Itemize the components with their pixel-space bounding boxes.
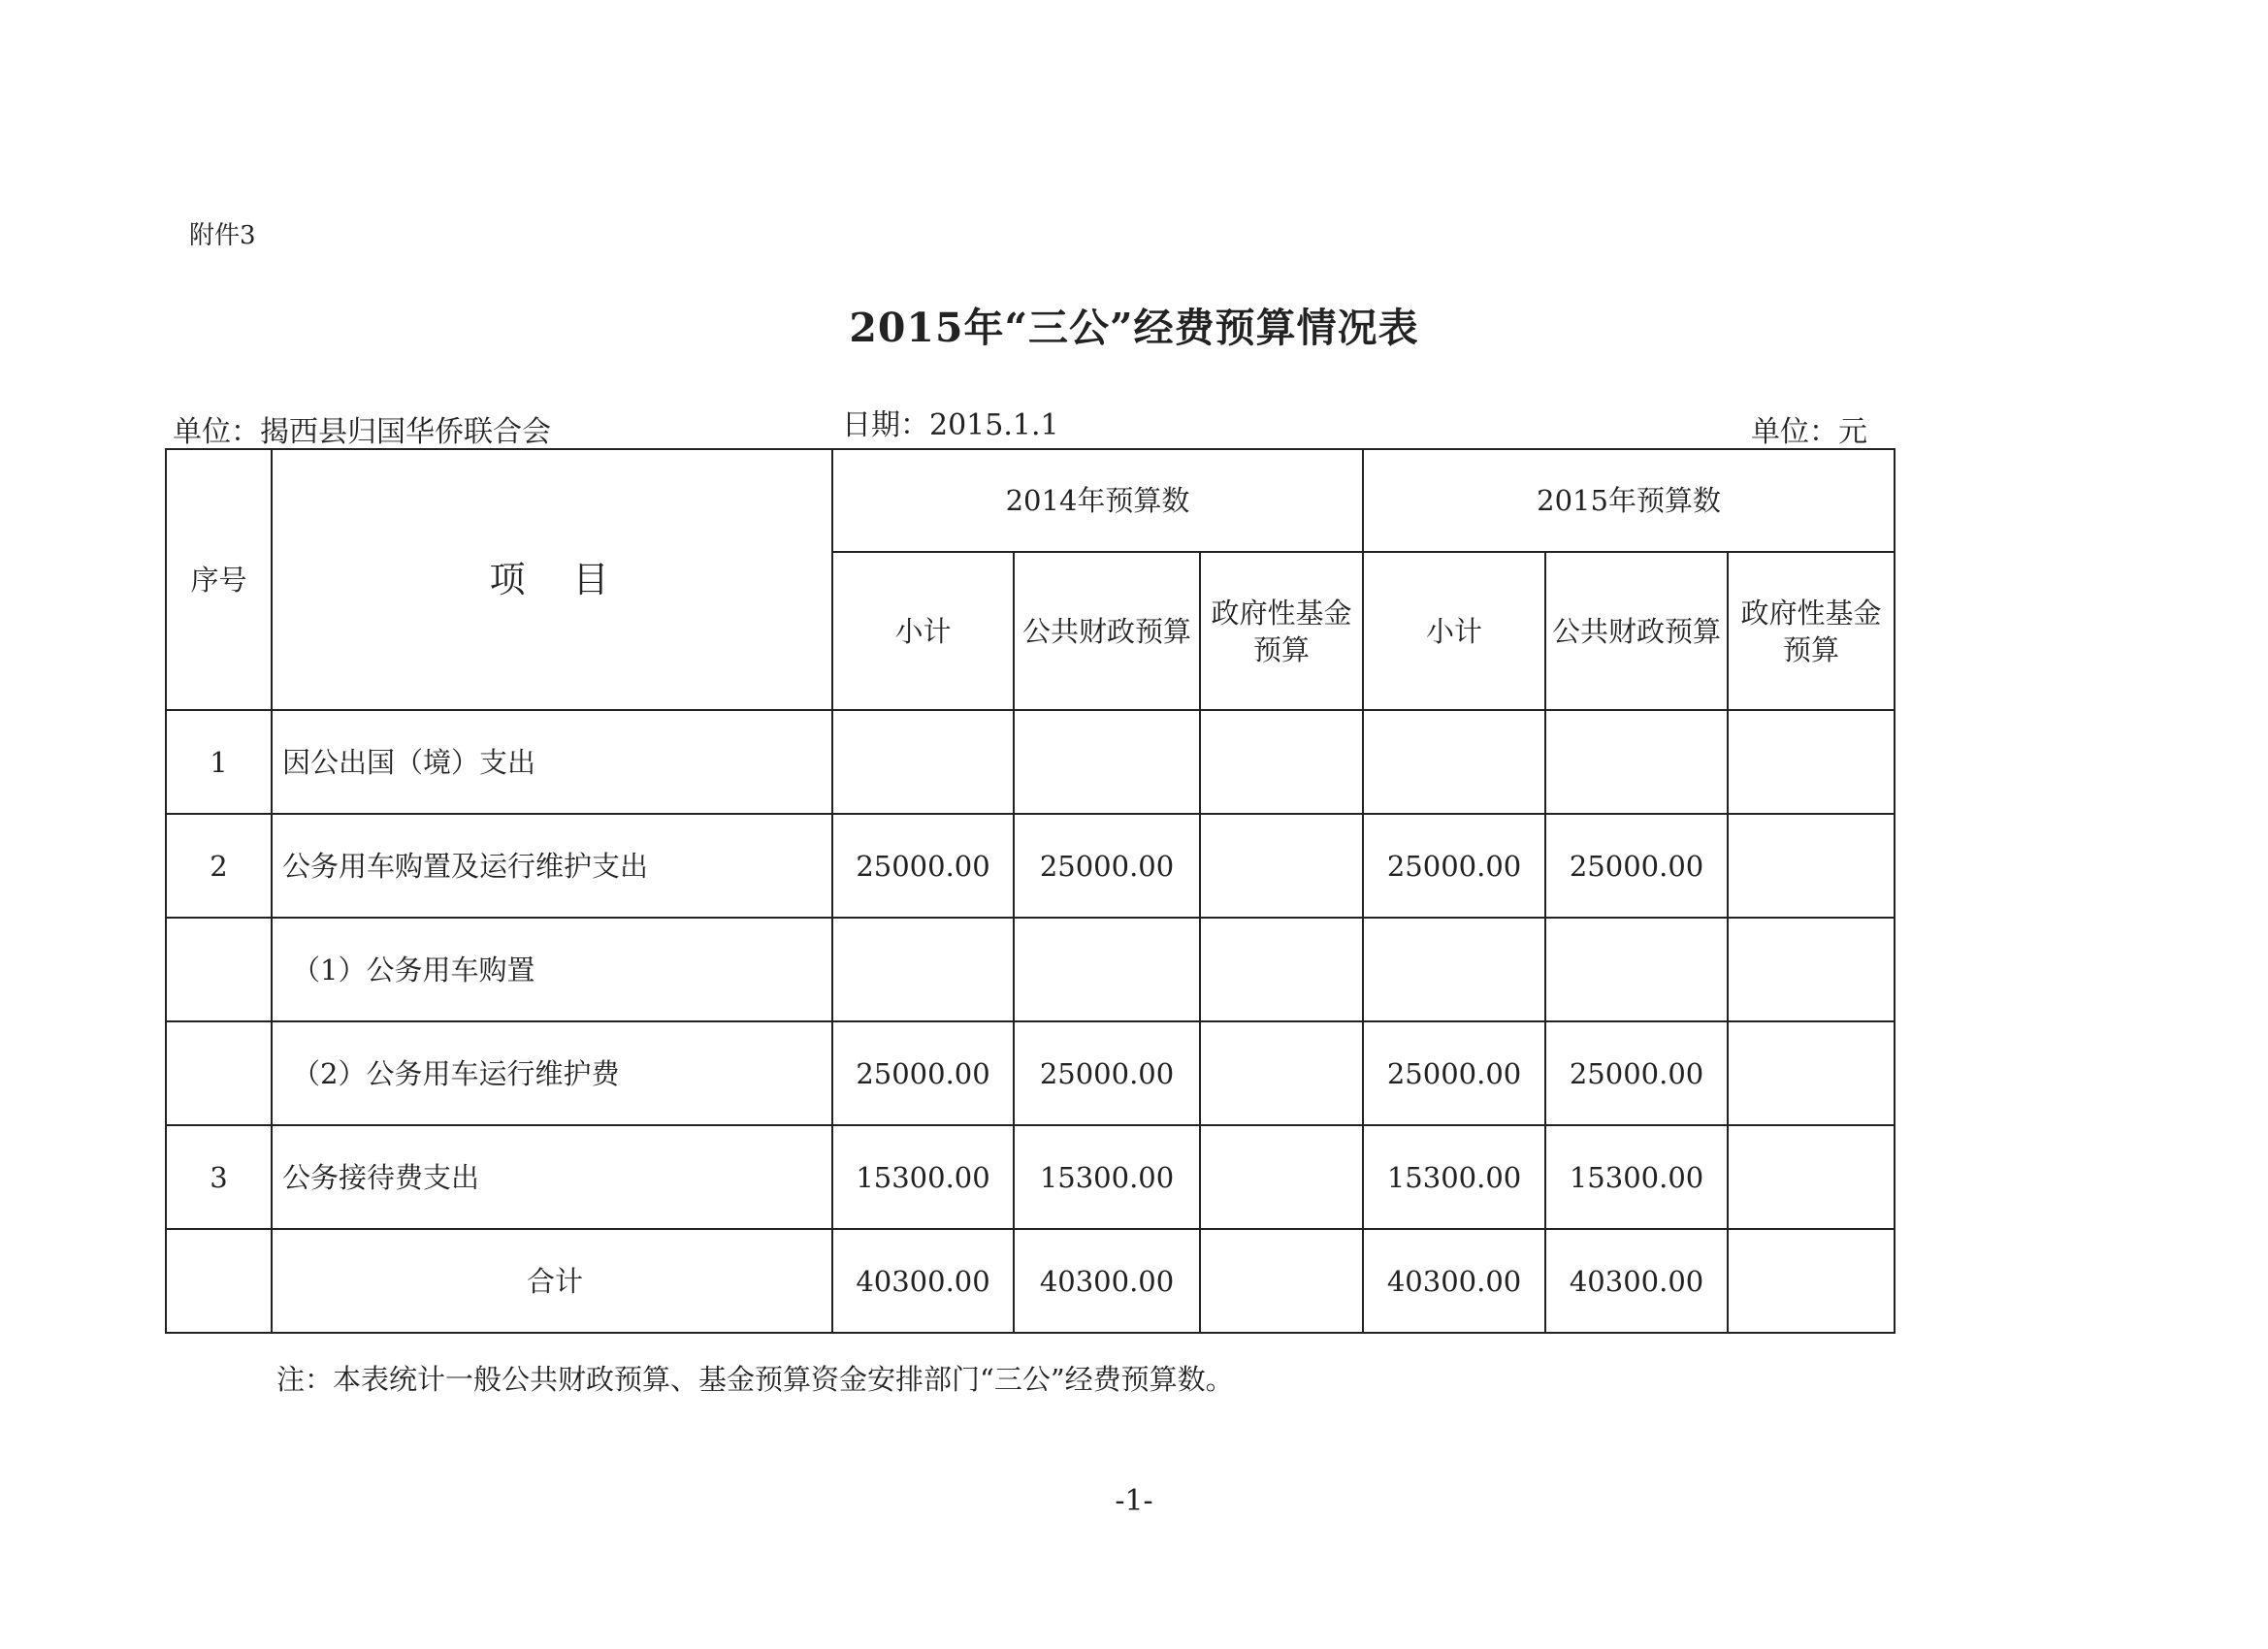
page-title: 2015年“三公”经费预算情况表: [849, 305, 1419, 351]
row-2014-gov-fund: [1200, 1021, 1363, 1125]
header-2014-public-finance: 公共财政预算: [1014, 552, 1200, 710]
row-seq: [166, 1021, 272, 1125]
row-seq: 2: [166, 814, 272, 918]
table-row: [166, 918, 1895, 1021]
table-row: [166, 1021, 1895, 1125]
table-total-row: [166, 1229, 1895, 1333]
row-2015-subtotal: 25000.00: [1363, 814, 1545, 918]
row-2015-gov-fund: [1728, 918, 1895, 1021]
row-item: 公务用车购置及运行维护支出: [272, 814, 832, 918]
header-2015-budget: 2015年预算数: [1363, 449, 1895, 552]
budget-table: [165, 448, 1895, 1334]
row-2015-subtotal: 25000.00: [1363, 1021, 1545, 1125]
page-number: -1-: [1115, 1484, 1153, 1518]
header-2015-subtotal: 小计: [1363, 552, 1545, 710]
row-item: （1）公务用车购置: [272, 918, 832, 1021]
row-seq: 3: [166, 1125, 272, 1229]
row-2014-subtotal: 40300.00: [832, 1229, 1014, 1333]
row-seq: 1: [166, 710, 272, 814]
row-2014-subtotal: 15300.00: [832, 1125, 1014, 1229]
row-2015-gov-fund: [1728, 1021, 1895, 1125]
row-2014-public-finance: [1014, 918, 1200, 1021]
row-2015-subtotal: [1363, 918, 1545, 1021]
row-2014-public-finance: 15300.00: [1014, 1125, 1200, 1229]
row-2014-gov-fund: [1200, 710, 1363, 814]
row-2015-public-finance: 25000.00: [1545, 1021, 1728, 1125]
table-row: [166, 1125, 1895, 1229]
header-2014-gov-fund: 政府性基金预算: [1200, 552, 1363, 710]
row-seq: [166, 918, 272, 1021]
row-2014-public-finance: [1014, 710, 1200, 814]
table-footnote: 注：本表统计一般公共财政预算、基金预算资金安排部门“三公”经费预算数。: [276, 1363, 1234, 1396]
header-2015-public-finance: 公共财政预算: [1545, 552, 1728, 710]
row-2015-gov-fund: [1728, 1125, 1895, 1229]
report-date: 日期：2015.1.1: [842, 408, 1059, 442]
row-2014-subtotal: [832, 918, 1014, 1021]
row-item: （2）公务用车运行维护费: [272, 1021, 832, 1125]
row-item: 因公出国（境）支出: [272, 710, 832, 814]
row-item-total: 合计: [272, 1229, 832, 1333]
row-2014-gov-fund: [1200, 918, 1363, 1021]
row-2014-subtotal: 25000.00: [832, 814, 1014, 918]
row-2015-public-finance: 15300.00: [1545, 1125, 1728, 1229]
table-header-row: [166, 449, 1895, 552]
row-2014-public-finance: 25000.00: [1014, 1021, 1200, 1125]
row-2015-public-finance: [1545, 710, 1728, 814]
row-2015-public-finance: 40300.00: [1545, 1229, 1728, 1333]
row-2015-gov-fund: [1728, 1229, 1895, 1333]
row-2014-public-finance: 40300.00: [1014, 1229, 1200, 1333]
row-2014-public-finance: 25000.00: [1014, 814, 1200, 918]
row-2014-subtotal: 25000.00: [832, 1021, 1014, 1125]
header-2014-budget: 2014年预算数: [832, 449, 1363, 552]
header-2014-subtotal: 小计: [832, 552, 1014, 710]
row-2015-subtotal: 40300.00: [1363, 1229, 1545, 1333]
row-2015-gov-fund: [1728, 814, 1895, 918]
row-seq: [166, 1229, 272, 1333]
table-row: [166, 710, 1895, 814]
row-2015-subtotal: 15300.00: [1363, 1125, 1545, 1229]
row-2015-gov-fund: [1728, 710, 1895, 814]
row-2014-gov-fund: [1200, 814, 1363, 918]
row-2015-subtotal: [1363, 710, 1545, 814]
unit-organization: 单位：揭西县归国华侨联合会: [173, 415, 551, 449]
row-2014-gov-fund: [1200, 1229, 1363, 1333]
header-2015-gov-fund: 政府性基金预算: [1728, 552, 1895, 710]
row-2015-public-finance: 25000.00: [1545, 814, 1728, 918]
currency-unit: 单位：元: [1751, 415, 1867, 449]
row-item: 公务接待费支出: [272, 1125, 832, 1229]
header-item: 项 目: [272, 449, 832, 710]
row-2015-public-finance: [1545, 918, 1728, 1021]
row-2014-subtotal: [832, 710, 1014, 814]
header-seq: 序号: [166, 449, 272, 710]
row-2014-gov-fund: [1200, 1125, 1363, 1229]
attachment-label: 附件3: [189, 221, 256, 250]
table-row: [166, 814, 1895, 918]
